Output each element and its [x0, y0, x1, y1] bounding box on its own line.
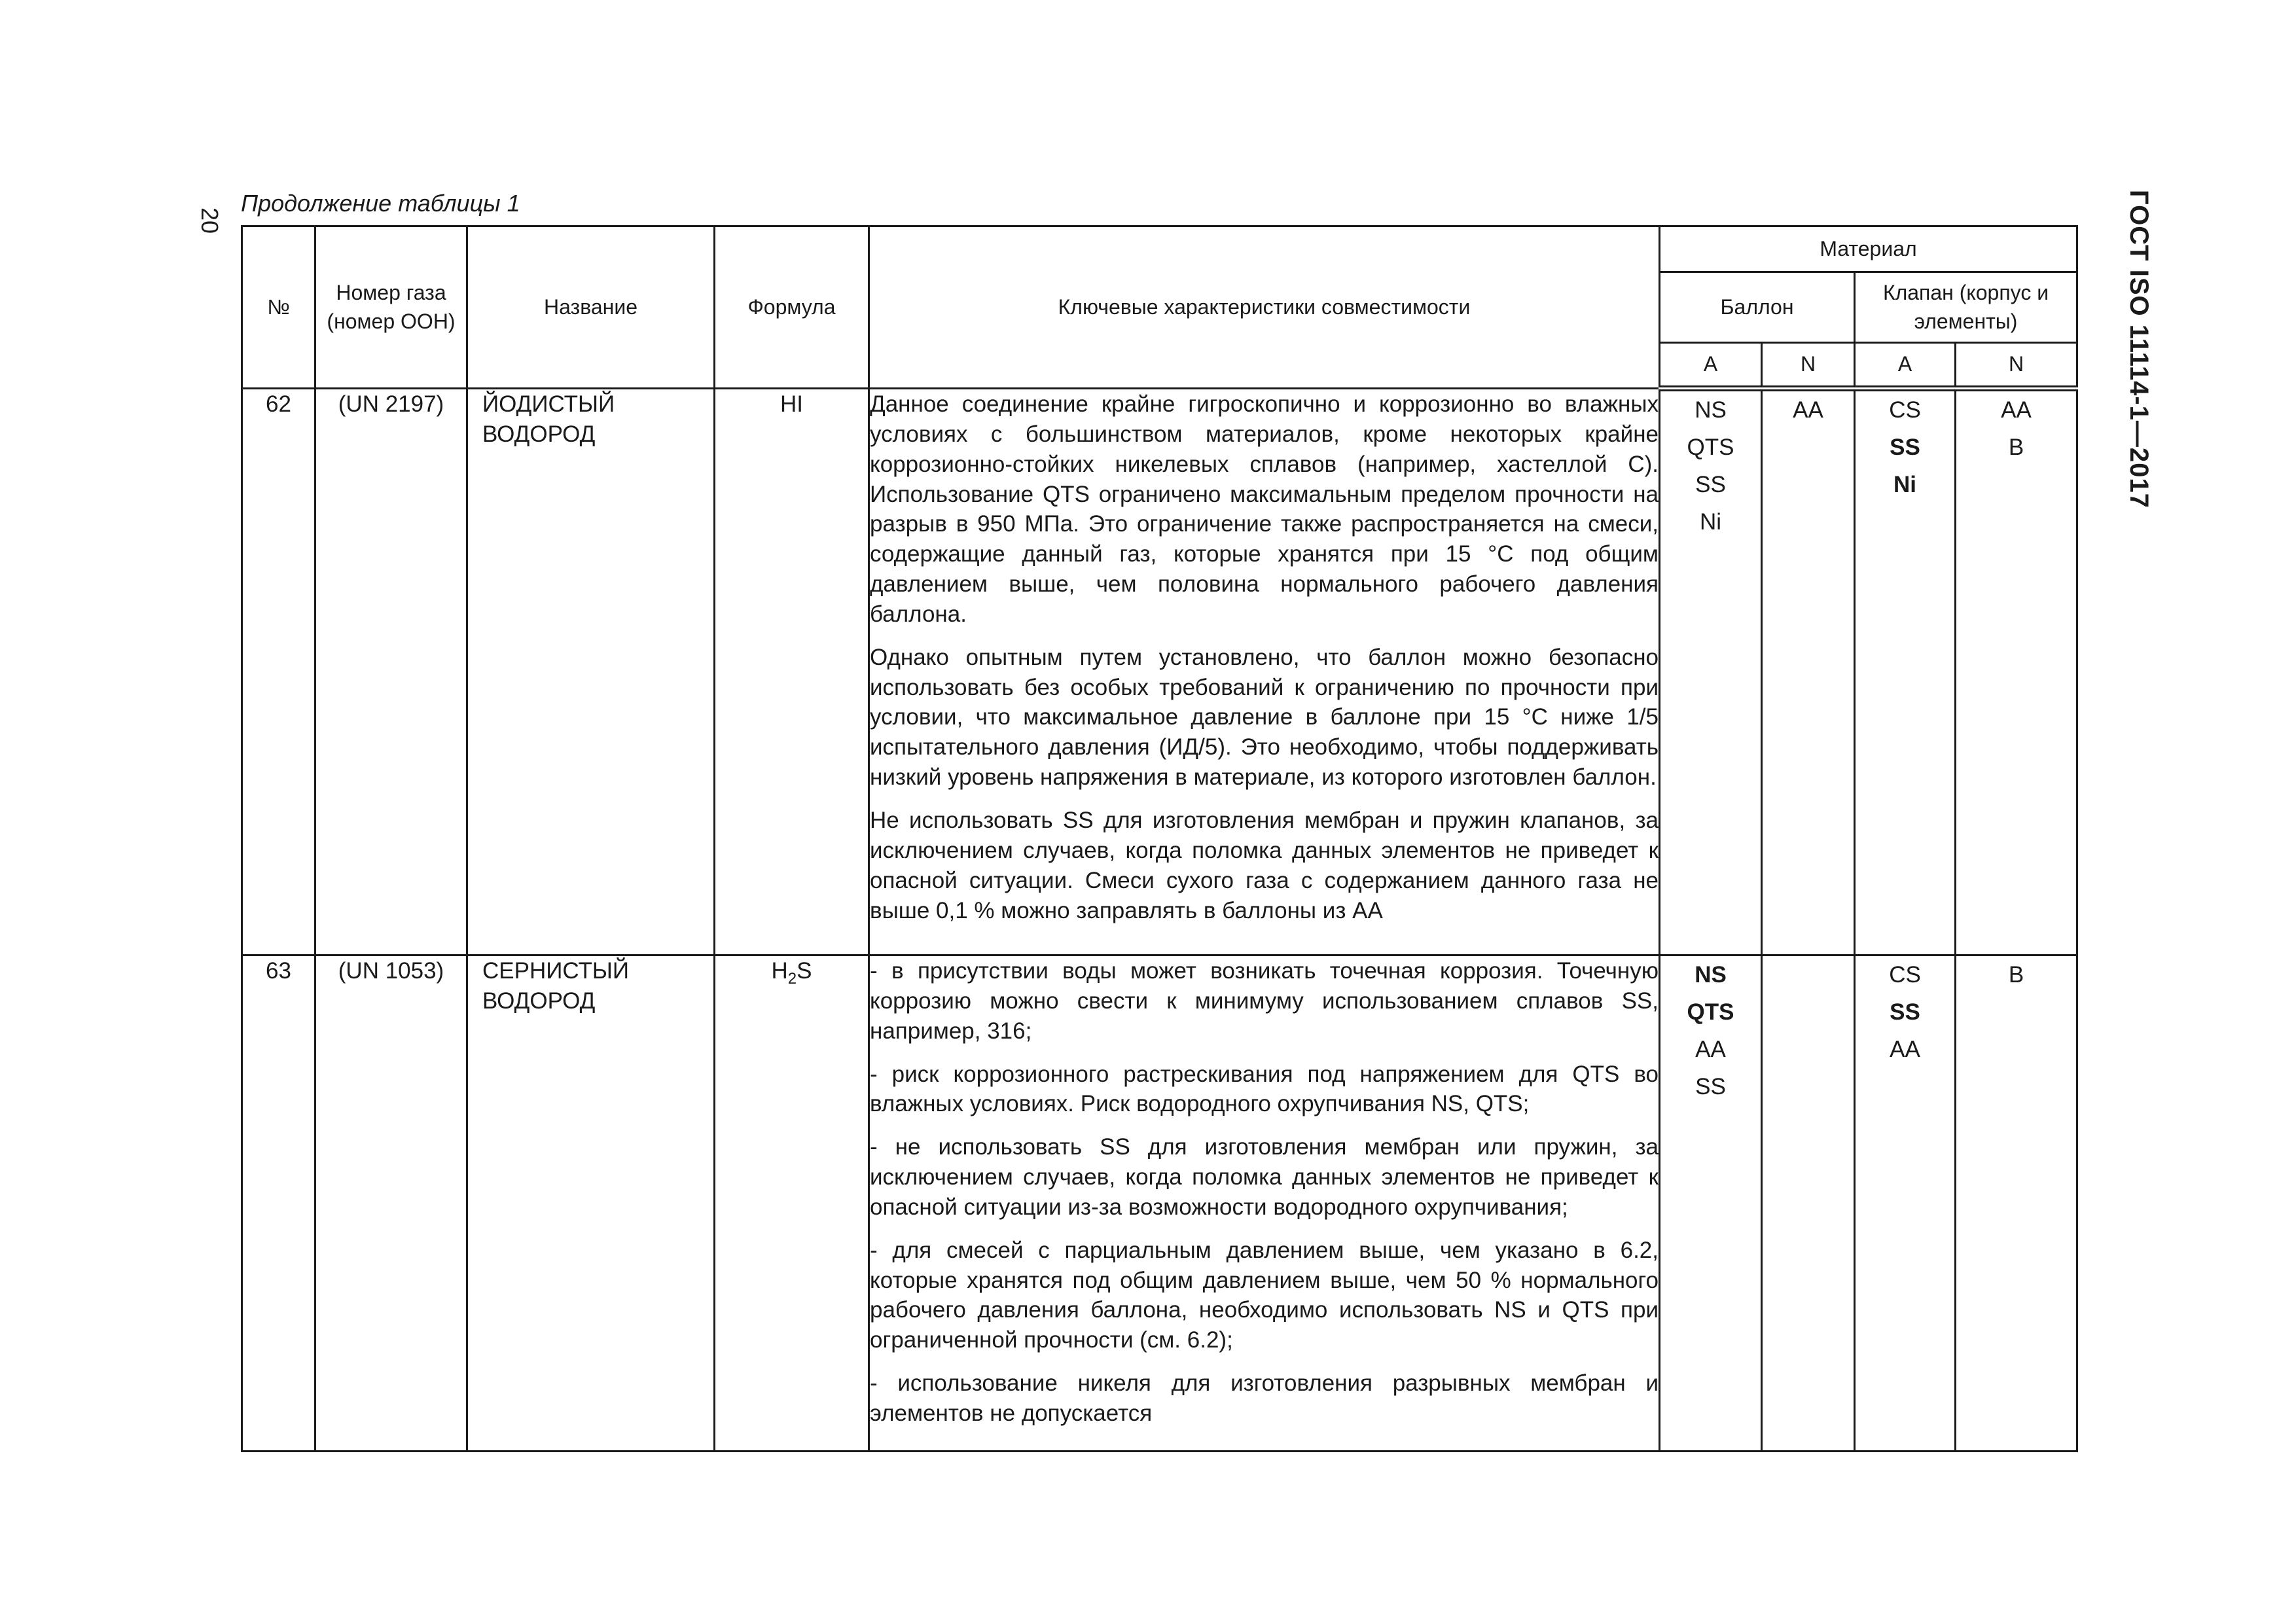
- cylinder-n-materials: [1762, 955, 1855, 1452]
- header-cylinder-n: N: [1762, 343, 1855, 389]
- header-name: Название: [467, 226, 715, 389]
- material-code: B: [2008, 435, 2024, 460]
- material-code: NS: [1695, 962, 1727, 988]
- material-code: AA: [1695, 1037, 1726, 1062]
- paragraph: - использование никеля для изготовления разрывных мембран и элементов не допускается: [870, 1370, 1659, 1426]
- gas-formula: [715, 955, 869, 1452]
- material-code: SS: [1890, 999, 1920, 1025]
- formula-subscript: 2: [787, 970, 797, 988]
- formula-element: H: [771, 958, 788, 984]
- cylinder-n-materials: [1762, 389, 1855, 955]
- cylinder-a-materials: [1660, 955, 1762, 1452]
- cylinder-a-materials: [1660, 389, 1762, 955]
- gas-name: СЕРНИСТЫЙ ВОДОРОД: [467, 955, 715, 1452]
- header-valve: Клапан (корпус и элементы): [1855, 272, 2077, 343]
- header-valve-a: A: [1855, 343, 1956, 389]
- paragraph: Данное соединение крайне гигроскопично и коррозионно во влажных условиях с большинством материалов, кроме некоторых крайне коррозионно-стойких никелевых сплавов (например, хастеллой C). Использование QTS ограничено максимальным пределом прочности на разрыв в 950 МПа. Это ограничение также распространяется на смеси, содержащие данный газ, которые хранятся при 15 °C под общим давлением выше, чем половина нормального рабочего давления баллона.: [870, 391, 1659, 627]
- material-code: Ni: [1699, 509, 1722, 535]
- valve-a-materials: [1855, 389, 1956, 955]
- material-code: Ni: [1893, 472, 1916, 497]
- material-code: SS: [1695, 472, 1726, 497]
- material-code: CS: [1889, 397, 1921, 423]
- gas-formula: HI: [715, 389, 869, 955]
- compatibility-table: [241, 225, 2078, 1452]
- header-material: Материал: [1660, 226, 2077, 272]
- header-no: №: [242, 226, 315, 389]
- row-number: 62: [242, 389, 315, 955]
- gas-name: ЙОДИСТЫЙ ВОДОРОД: [467, 389, 715, 955]
- table-row: [242, 389, 2077, 955]
- valve-n-materials: [1956, 955, 2077, 1452]
- table-row: [242, 955, 2077, 1452]
- valve-n-materials: [1956, 389, 2077, 955]
- table-caption: Продолжение таблицы 1: [241, 190, 520, 217]
- paragraph: Не использовать SS для изготовления мембран и пружин клапанов, за исключением случаев, когда поломка данных элементов не приведет к опасной ситуации. Смеси сухого газа с содержанием данного газа не выше 0,1 % можно заправлять в баллоны из AA: [870, 807, 1659, 923]
- material-code: AA: [1890, 1037, 1920, 1062]
- valve-a-materials: [1855, 955, 1956, 1452]
- un-number: (UN 2197): [315, 389, 467, 955]
- material-code: QTS: [1687, 999, 1734, 1025]
- material-code: QTS: [1687, 435, 1734, 460]
- header-valve-n: N: [1956, 343, 2077, 389]
- standard-designation: ГОСТ ISO 11114-1—2017: [2125, 190, 2153, 508]
- un-number: (UN 1053): [315, 955, 467, 1452]
- row-number: 63: [242, 955, 315, 1452]
- compatibility-text: [869, 955, 1660, 1452]
- material-code: SS: [1890, 435, 1920, 460]
- header-cylinder-a: A: [1660, 343, 1762, 389]
- header-formula: Формула: [715, 226, 869, 389]
- material-code: AA: [1793, 397, 1823, 423]
- paragraph: - для смесей с парциальным давлением выше, чем указано в 6.2, которые хранятся под общим давлением выше, чем 50 % нормального рабочего давления баллона, необходимо использовать NS и QTS при ограниченной прочности (см. 6.2);: [870, 1237, 1659, 1353]
- paragraph: - в присутствии воды может возникать точечная коррозия. Точечную коррозию можно свести к минимуму использованием сплавов SS, например, 316;: [870, 958, 1659, 1044]
- paragraph: Однако опытным путем установлено, что баллон можно безопасно использовать без особых требований к ограничению по прочности при условии, что максимальное давление в баллоне при 15 °C ниже 1/5 испытательного давления (ИД/5). Это необходимо, чтобы поддерживать низкий уровень напряжения в материале, из которого изготовлен баллон.: [870, 644, 1659, 791]
- material-code: AA: [2001, 397, 2032, 423]
- material-code: NS: [1695, 397, 1727, 423]
- material-code: SS: [1695, 1074, 1726, 1099]
- material-code: CS: [1889, 962, 1921, 988]
- page-number: 20: [196, 207, 223, 234]
- paragraph: - риск коррозионного растрескивания под напряжением для QTS во влажных условиях. Риск водородного охрупчивания NS, QTS;: [870, 1061, 1659, 1117]
- formula-element: S: [797, 958, 812, 984]
- compatibility-text: [869, 389, 1660, 955]
- header-cylinder: Баллон: [1660, 272, 1855, 343]
- header-gas-number: Номер газа (номер ООН): [315, 226, 467, 389]
- material-code: B: [2008, 962, 2024, 988]
- paragraph: - не использовать SS для изготовления мембран или пружин, за исключением случаев, когда поломка данных элементов не приведет к опасной ситуации из-за возможности водородного охрупчивания;: [870, 1134, 1659, 1220]
- header-key-characteristics: Ключевые характеристики совместимости: [869, 226, 1660, 389]
